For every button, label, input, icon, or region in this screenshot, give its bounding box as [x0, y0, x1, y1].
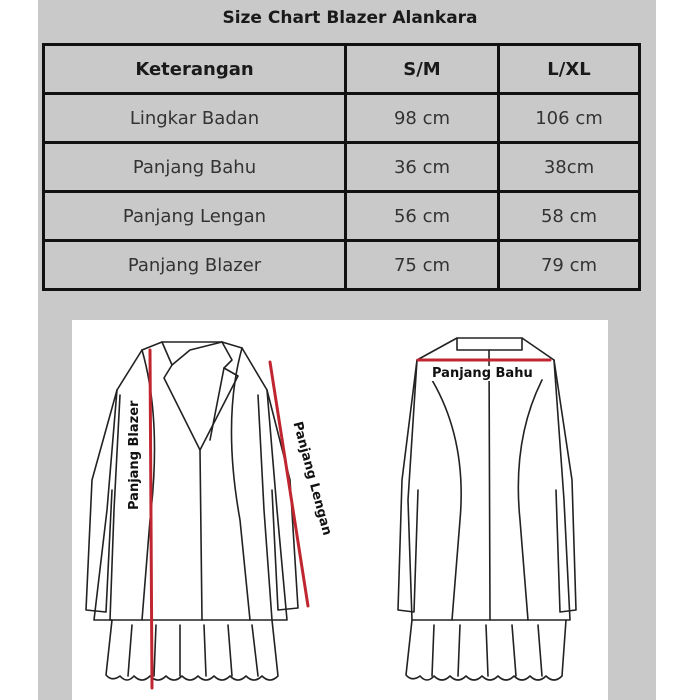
row-label: Lingkar Badan	[44, 94, 346, 143]
table-row	[44, 143, 640, 192]
page-title: Size Chart Blazer Alankara	[222, 8, 478, 28]
value-sm: 36 cm	[346, 143, 499, 192]
table-row	[44, 192, 640, 241]
value-sm: 56 cm	[346, 192, 499, 241]
value-lxl: 38cm	[499, 143, 640, 192]
row-label: Panjang Bahu	[44, 143, 346, 192]
table-row	[44, 241, 640, 290]
row-label: Panjang Blazer	[44, 241, 346, 290]
label-panjang-blazer: Panjang Blazer	[127, 400, 142, 510]
value-lxl: 79 cm	[499, 241, 640, 290]
value-sm: 75 cm	[346, 241, 499, 290]
table-row	[44, 94, 640, 143]
blazer-illustration	[72, 320, 608, 700]
header-lxl: L/XL	[499, 45, 640, 94]
header-sm: S/M	[346, 45, 499, 94]
measure-line-blazer	[150, 350, 152, 688]
header-keterangan: Keterangan	[44, 45, 346, 94]
table-header-row	[44, 45, 640, 94]
value-sm: 98 cm	[346, 94, 499, 143]
label-panjang-bahu: Panjang Bahu	[432, 366, 533, 381]
front-blazer-outline	[86, 342, 298, 680]
label-panjang-lengan: Panjang Lengan	[289, 420, 335, 538]
size-table	[42, 43, 641, 291]
value-lxl: 106 cm	[499, 94, 640, 143]
row-label: Panjang Lengan	[44, 192, 346, 241]
back-blazer-outline	[398, 338, 576, 680]
value-lxl: 58 cm	[499, 192, 640, 241]
